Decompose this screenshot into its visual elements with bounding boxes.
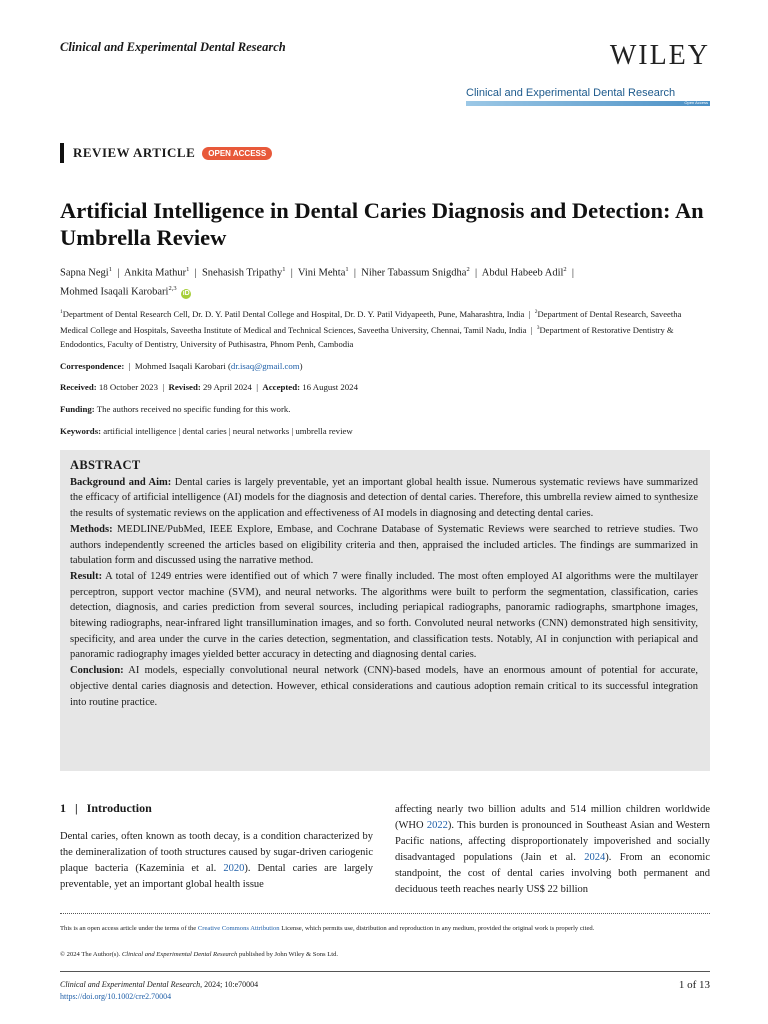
author-name[interactable]: Abdul Habeeb Adil — [481, 267, 564, 279]
journal-logo-open-access: Open Access — [684, 100, 708, 105]
copyright-journal: Clinical and Experimental Dental Research — [121, 951, 238, 958]
correspondence-line: Correspondence: | Mohmed Isaqali Karobari (dr.isaq@gmail.com) — [60, 361, 303, 371]
abstract-section-text: Dental caries is largely preventable, yet an important global health issue. Numerous systematic reviews have summarized the efficacy of artificial intelligence (AI) models for the diagnosis and detection of dental caries. Therefore, this umbrella review aimed to synthesize the results of systematic reviews on the application and effectiveness of AI models in diagnosing and detecting dental caries. — [70, 476, 699, 520]
intro-paragraph-right — [395, 802, 710, 898]
abstract-section-label: Background and Aim: — [70, 476, 172, 488]
abstract-background — [70, 475, 698, 522]
affiliation-text: Department of Restorative Dentistry & Endodontics, Faculty of Dentistry, University of Puthisastra, Phnom Penh, Cambodia — [60, 324, 674, 349]
copyright-text: © 2024 The Author(s). — [60, 951, 122, 958]
author-affiliation-mark: 1 — [345, 266, 349, 273]
intro-paragraph-left — [60, 829, 373, 893]
author-affiliation-mark: 2,3 — [168, 284, 177, 292]
abstract-section-label: Conclusion: — [70, 665, 124, 677]
funding-label: Funding: — [60, 404, 95, 414]
article-type-rule — [60, 143, 64, 163]
intro-text: affecting nearly two billion adults and 514 million children worldwide (WHO — [395, 804, 710, 831]
license-text: This is an open access article under the terms of the — [60, 925, 198, 932]
journal-name-header: Clinical and Experimental Dental Research — [60, 40, 286, 54]
received-label: Received: — [60, 382, 97, 392]
author-affiliation-mark: 2 — [466, 266, 470, 273]
citation-link[interactable]: 2024 — [584, 852, 606, 863]
footer-rule — [60, 971, 710, 972]
open-access-badge: OPEN ACCESS — [202, 147, 272, 160]
affiliation-text: Department of Dental Research Cell, Dr. D. Y. Patil Dental College and Hospital, Dr. D. Y. Patil Vidyapeeth, Pune, Maharashtra, India — [62, 308, 525, 319]
dates-line: Received: 18 October 2023 | Revised: 29 April 2024 | Accepted: 16 August 2024 — [60, 382, 358, 392]
author-name[interactable]: Mohmed Isaqali Karobari — [60, 286, 169, 297]
correspondence-label: Correspondence: — [60, 361, 125, 371]
author-name[interactable]: Snehasish Tripathy — [201, 267, 283, 279]
abstract-box — [60, 450, 710, 771]
abstract-section-label: Result: — [70, 570, 103, 582]
article-type-label: REVIEW ARTICLE — [73, 145, 196, 160]
intro-text: ). From an economic standpoint, the cost of dental caries involving both permanent and deciduous teeth reaches nearly US$ 22 billion — [395, 852, 710, 895]
affiliations: $^1$Department of Dental Research Cell, Dr. D. Y. Patil Dental College and Hospital, Dr. D. Y. Patil Vidyapeeth, Pune, Maharashtra, India | $^2$Department of Dental Research, Saveetha Medical College and Hospitals, Saveetha Institute of Medical and Technical Sciences, Saveetha University, Chennai, Tamil Nadu, India | $^3$Department of Restorative Dentistry & Endodontics, Faculty of Dentistry, University of Puthisastra, Phnom Penh, Cambodia — [60, 308, 682, 349]
section-number: 1 — [60, 801, 66, 815]
author-name[interactable]: Ankita Mathur — [123, 267, 187, 279]
abstract-section-label: Methods: — [70, 523, 113, 535]
author-affiliation-mark: 1 — [108, 266, 112, 273]
article-type-line — [60, 143, 272, 163]
abstract-heading: ABSTRACT — [70, 458, 141, 472]
journal-logo — [466, 87, 710, 106]
footer-citation — [60, 980, 258, 989]
abstract-section-text: A total of 1249 entries were identified out of which 7 were finally included. The most often employed AI algorithms were the multilayer perceptron, support vector machine (SVM), and neural networks. The algorithms were built to perform the segmentation, classification, caries detection, diagnosis, and caries prediction from several sources, including periapical radiographs, panoramic radiographs, smartphone images, bitewing radiographs, near-infrared light transillumination images, and so forth. Convoluted neural networks (CNN) demonstrated high sensitivity, specificity, and area under the curve in the caries detection, segmentation, and classification tests. Notably, AI in conjunction with periapical and panoramic radiography images yielded better accuracy in detecting and diagnosing dental caries. — [70, 570, 699, 661]
license-note — [60, 923, 710, 934]
section-title: Introduction — [86, 801, 152, 815]
author-affiliation-mark: 1 — [282, 266, 286, 273]
orcid-icon[interactable]: iD — [182, 290, 190, 297]
page-number: 1 of 13 — [678, 979, 710, 991]
funding-text: The authors received no specific funding for this work. — [96, 404, 291, 414]
keywords-line — [60, 426, 710, 436]
author-name[interactable]: Vini Mehta — [297, 267, 346, 279]
revised-date: 29 April 2024 — [202, 382, 252, 392]
copyright-text: published by John Wiley & Sons Ltd. — [237, 951, 339, 958]
received-date: 18 October 2023 — [98, 382, 158, 392]
abstract-conclusion — [70, 663, 698, 710]
journal-logo-bar — [466, 101, 710, 106]
intro-text: ). This burden is pronounced in Southeast Asian and Western Pacific nations, affecting disproportionately impoverished and socially disadvantaged populations (Jain et al. — [395, 820, 711, 863]
footer-citation-details: , 2024; 10:e70004 — [200, 980, 259, 989]
author-list: Sapna Negi$^1$ | Ankita Mathur$^1$ | Snehasish Tripathy$^1$ | Vini Mehta$^1$ | Niher Tabassum Snigdha$^2$ | Abdul Habeeb Adil$^2$ | Mohmed Isaqali Karobari$^{2,3}$ iD — [60, 266, 575, 297]
article-title: Artificial Intelligence in Dental Caries Diagnosis and Detection: An Umbrella Review — [60, 198, 704, 250]
abstract-section-text: AI models, especially convolutional neural network (CNN)-based models, have an enormous amount of potential for accurate, objective dental caries diagnosis and detection. However, ethical considerations and cautious adoption remain critical to its successful integration into routine practice. — [70, 665, 698, 708]
correspondence-name: Mohmed Isaqali Karobari — [134, 361, 226, 371]
funding-line — [60, 404, 710, 414]
affiliation-number: 2 — [534, 309, 538, 315]
citation-link[interactable]: 2020 — [223, 863, 245, 874]
journal-logo-text: Clinical and Experimental Dental Research — [466, 87, 676, 99]
author-name[interactable]: Niher Tabassum Snigdha — [361, 267, 467, 279]
abstract-methods — [70, 522, 698, 569]
correspondence-email-link[interactable]: dr.isaq@gmail.com — [230, 361, 300, 371]
copyright-note — [60, 951, 338, 958]
footer-journal-name: Clinical and Experimental Dental Research — [60, 980, 201, 989]
section-heading-introduction: 1 | Introduction — [60, 801, 152, 815]
license-link[interactable]: Creative Commons Attribution — [197, 925, 280, 932]
citation-link[interactable]: 2022 — [426, 820, 448, 831]
footer-divider — [60, 913, 710, 914]
affiliation-number: 1 — [60, 309, 63, 315]
accepted-date: 16 August 2024 — [302, 382, 358, 392]
license-text: License, which permits use, distribution and reproduction in any medium, provided the original work is properly cited. — [279, 925, 595, 932]
abstract-section-text: MEDLINE/PubMed, IEEE Explore, Embase, and Cochrane Database of Systematic Reviews were searched to retrieve studies. Two authors independently screened the articles based on eligibility criteria and then, appraised the included articles. The findings are summarized in tabulation form and discussed using the narrative method. — [70, 523, 698, 567]
revised-label: Revised: — [168, 382, 201, 392]
abstract-result — [70, 569, 698, 663]
doi-link[interactable]: https://doi.org/10.1002/cre2.70004 — [60, 992, 172, 1001]
intro-text: Dental caries, often known as tooth decay, is a condition characterized by the demineralization of tooth structures caused by sugar-driven cariogenic plaque bacteria (Kazeminia et al. — [60, 831, 373, 874]
author-name[interactable]: Sapna Negi — [60, 267, 109, 279]
affiliation-number: 3 — [536, 324, 540, 331]
affiliation-text: Department of Dental Research, Saveetha Medical College and Hospitals, Saveetha Institute of Medical and Technical Sciences, Saveetha University, Chennai, Tamil Nadu, India — [60, 308, 682, 335]
author-affiliation-mark: 2 — [563, 266, 567, 273]
intro-text: ). Dental caries are largely preventable, yet an important global health issue — [60, 863, 374, 890]
keywords-text: artificial intelligence | dental caries | neural networks | umbrella review — [103, 426, 353, 436]
keywords-label: Keywords: — [60, 426, 102, 436]
author-affiliation-mark: 1 — [186, 266, 190, 273]
publisher-logo: WILEY — [609, 40, 710, 71]
accepted-label: Accepted: — [262, 382, 301, 392]
